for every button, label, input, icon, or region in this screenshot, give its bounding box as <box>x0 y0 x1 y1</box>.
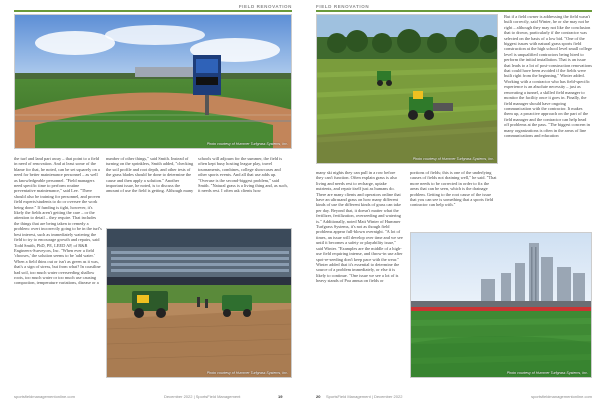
footer-url: sportsfieldmanagementonline.com <box>14 394 75 399</box>
footer-issue: December 2022 | SportsField Management <box>164 394 241 399</box>
footer-url: sportsfieldmanagementonline.com <box>531 394 592 399</box>
article-column-2 <box>106 156 194 226</box>
article-column-1 <box>316 170 404 380</box>
article-text: the turf and land part away – that point to a field in need of renovation. And at least some of the blame for that, he noted, can be set squarely on a need for better maintenance personnel – as well as knowledgeable personnel. "Field managers need specific time to perform routine preventative maintenance," said Lee. "There should also be training for personnel, and proven field experts/students to do or oversee the work being done." If funding is tight, however, it's likely the fields aren't getting the care – or the attention to detail – they require. That includes the things that are being taken to remedy a problem: overt incorrectly going to be in the turf's best interest, such as immediately watering the field to try to encourage growth and repairs, said Todd Smith, PhD, PE, LEED AP, of R&R Engineers-Surveyors, Inc. "When ever a field 'chooses,' the solution seems to be 'add water.' When a field thins out or isn't as green as it was, that's a sign of stress, but from what? In coastline bad soil, too much water overseeding shallow roots, too much water or too much use causing compaction, temperature variations, disease or a <box>14 156 102 286</box>
photo-credit: Photo courtesy of Hummer Turfgrass Systems, Inc. <box>506 371 588 375</box>
tractors-field-photo <box>316 14 498 164</box>
photo-credit: Photo courtesy of Hummer Turfgrass Systems, Inc. <box>206 371 288 375</box>
section-header: FIELD RENOVATION <box>238 4 292 9</box>
header-rule <box>14 10 292 12</box>
stadium-renovation-photo <box>106 228 292 378</box>
photo-credit: Photo courtesy of Hummer Turfgrass Systems, Inc. <box>412 157 494 161</box>
article-column-1 <box>14 156 102 381</box>
article-text: But if a field owner is addressing the field wasn't built correctly, said Winter, he or she may not be right – although they may not like the conclusion that to drown, particularly if the contractor was selected on the basis of a low bid. "One of the biggest issues with natural grass sports field construction at the high school level small college level is unqualified contractors being hired to perform the initial installation. That is an issue that leads to a lot of post-construction renovations that could have been avoided if the fields were built right from the beginning," Winter added. Working with a contractor who has field-specific experience is an absolute necessity – just as renovating a tunnel, a skilled field manager to monitor the facility once it goes in. Finally, the field manager should have ongoing communication with the contractor. It makes them up, a proactive approach on the part of the field manager and the contractor can help head off problems at the pass. "The biggest concern in many organizations is often in the areas of line communications and education <box>504 14 592 138</box>
article-text: number of other things," said Smith. Instead of turning on the sprinklers, Smith added, "checking the soil profile and root depth, and other tests of the grass blades should be done to determine the cause and then apply a solution." Another important issue, he noted, is to discuss the amount of use the field is getting. Although many <box>106 156 194 194</box>
article-column-2 <box>410 170 498 230</box>
article-column-3 <box>504 14 592 230</box>
section-header: FIELD RENOVATION <box>316 4 370 9</box>
article-text: many ski nights they can pull in a row before they can't function. Often explain grass is also living and needs rest to recharge, uptake nutrients, and repair itself just as humans do. There are many clients and operators online that have an ultrasand grass on how many different kinds of use the different kinds of grass can take per day. Beyond that, it doesn't matter what the fertilizer, fertilization, overseeding and watering is." Additionally, noted Matt Winter of Hummer Turfgrass Systems, it's not as though field problems appear full-blown overnight. "A lot of times, an issue will develop over time and we see until it becomes a safety or playability issue," said Winter. "Examples are the middle of a high-use field requiring intense, and throw-in use after spot-re-seeding don't keep pace with the wear." Winter added that it's essential to determine the source of a problem immediately, or else it is likely to continue. "One issue we see a lot of is heavy stands of Poa annua on fields or <box>316 170 403 284</box>
page-number: 20 <box>316 394 321 399</box>
footer-issue: SportsField Management | December 2022 <box>326 394 403 399</box>
stadium-field-photo <box>14 14 292 149</box>
right-page <box>300 0 600 403</box>
article-text: portions of fields; this is one of the underlying causes of fields not draining well," he said. "That more needs to be corrected in order to fix the areas that can be seen, which is the drainage problem. Getting to the root cause of the issue that you can see is something that a sports field contractor can help with." <box>410 170 497 208</box>
header-rule <box>316 10 592 12</box>
photo-credit: Photo courtesy of Hummer Turfgrass Systems, Inc. <box>206 142 288 146</box>
page-number: 19 <box>278 394 283 399</box>
article-text: schools will adjourn for the summer, the field is often kept busy hosting league play, travel tournaments, combines, college showcases and other sports events. And all that use adds up. "Overuse is the second-biggest problem," said Smith. "Natural grass is a living thing and, as such, it needs rest. I often ask clients how <box>198 156 288 194</box>
city-stadium-photo <box>410 232 592 378</box>
article-column-3 <box>198 156 290 226</box>
